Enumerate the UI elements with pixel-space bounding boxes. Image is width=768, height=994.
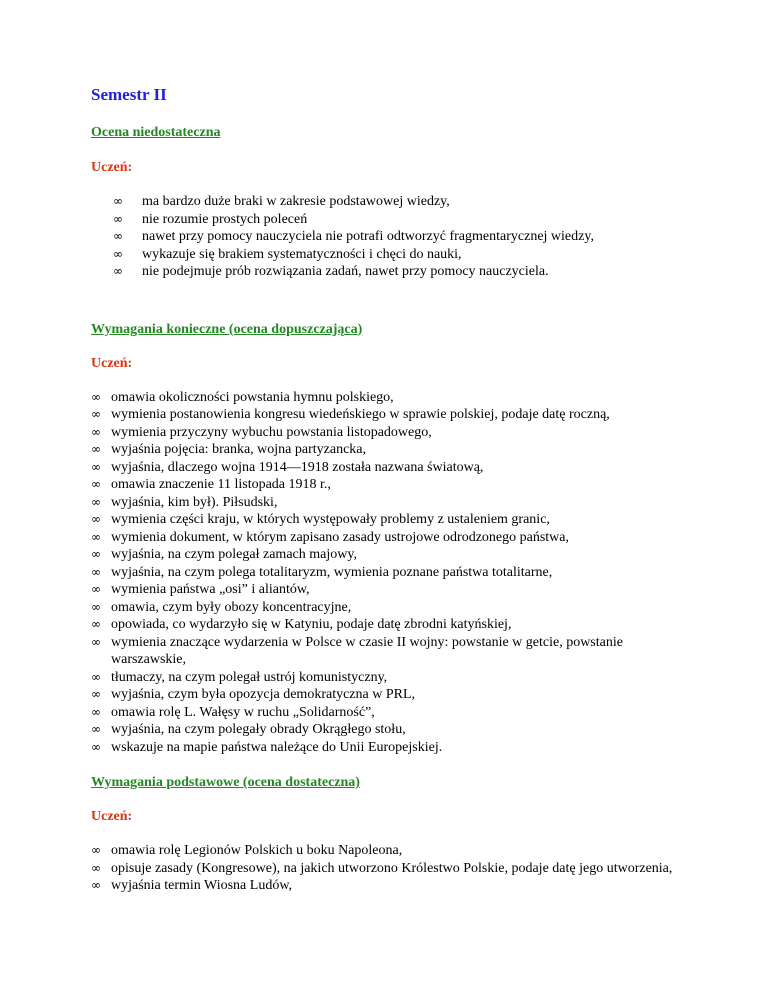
- list-item: [91, 704, 691, 722]
- list-item: [91, 877, 691, 895]
- list-item-text: omawia okoliczności powstania hymnu polskiego,: [111, 389, 394, 405]
- list-item: [91, 211, 691, 229]
- infinity-bullet-icon: ∞: [91, 494, 101, 509]
- document-page: [91, 84, 691, 895]
- section-wymagania-konieczne: [91, 321, 691, 757]
- list-item: [91, 860, 691, 878]
- list-item: [91, 616, 691, 634]
- list-item: [91, 246, 691, 264]
- page-title: Semestr II: [91, 85, 167, 104]
- infinity-bullet-icon: ∞: [91, 389, 101, 404]
- requirements-list: [91, 389, 691, 757]
- requirements-list: [91, 193, 691, 281]
- section-heading: Ocena niedostateczna: [91, 125, 221, 140]
- section-wymagania-podstawowe: [91, 774, 691, 895]
- infinity-bullet-icon: ∞: [91, 547, 101, 561]
- list-item: [91, 263, 691, 281]
- infinity-bullet-icon: ∞: [91, 424, 101, 439]
- list-item: [91, 511, 691, 529]
- section-heading: Wymagania konieczne (ocena dopuszczająca): [91, 321, 363, 337]
- list-item: [91, 424, 691, 442]
- infinity-bullet-icon: ∞: [91, 617, 101, 631]
- list-item-text: wymienia części kraju, w których występowały problemy z ustaleniem granic,: [111, 512, 550, 527]
- list-item: [91, 564, 691, 582]
- list-item: [91, 721, 691, 739]
- infinity-bullet-icon: ∞: [91, 860, 101, 875]
- list-item-text: wyjaśnia, kim był). Piłsudski,: [111, 494, 278, 510]
- list-item-text: wyjaśnia, czym była opozycja demokratyczna w PRL,: [111, 687, 416, 702]
- section-subheading: Uczeń:: [91, 355, 133, 371]
- list-item-text: tłumaczy, na czym polegał ustrój komunistyczny,: [111, 669, 388, 685]
- list-item: [91, 669, 691, 687]
- infinity-bullet-icon: ∞: [91, 634, 101, 649]
- list-item-text: wyjaśnia, na czym polegał zamach majowy,: [111, 547, 357, 562]
- infinity-bullet-icon: ∞: [91, 459, 101, 474]
- infinity-bullet-icon: ∞: [91, 878, 101, 892]
- list-item-text: nawet przy pomocy nauczyciela nie potrafi odtworzyć fragmentarycznej wiedzy,: [142, 229, 594, 244]
- section-heading: Wymagania podstawowe (ocena dostateczna): [91, 775, 360, 790]
- list-item-text: wyjaśnia, dlaczego wojna 1914—1918 została nazwana światową,: [111, 459, 484, 475]
- list-item: [91, 686, 691, 704]
- list-item-text: nie podejmuje prób rozwiązania zadań, nawet przy pomocy nauczyciela.: [142, 264, 549, 279]
- list-item-text: omawia rolę Legionów Polskich u boku Napoleona,: [111, 843, 403, 858]
- list-item-text: wskazuje na mapie państwa należące do Unii Europejskiej.: [111, 739, 443, 755]
- list-item-text: wykazuje się brakiem systematyczności i chęci do nauki,: [142, 246, 462, 262]
- list-item-text: wymienia dokument, w którym zapisano zasady ustrojowe odrodzonego państwa,: [111, 529, 570, 545]
- infinity-bullet-icon: ∞: [91, 564, 101, 579]
- list-item: [91, 842, 691, 860]
- list-item-text: omawia rolę L. Wałęsy w ruchu „Solidarność”,: [111, 704, 375, 720]
- infinity-bullet-icon: ∞: [91, 477, 101, 491]
- infinity-bullet-icon: ∞: [91, 582, 101, 596]
- infinity-bullet-icon: ∞: [113, 194, 123, 208]
- list-item-text: ma bardzo duże braki w zakresie podstawowej wiedzy,: [142, 194, 450, 209]
- list-item: [91, 476, 691, 494]
- list-item: [91, 193, 691, 211]
- infinity-bullet-icon: ∞: [113, 264, 123, 278]
- list-item: [91, 441, 691, 459]
- infinity-bullet-icon: ∞: [91, 722, 101, 736]
- infinity-bullet-icon: ∞: [91, 512, 101, 526]
- list-item: [91, 529, 691, 547]
- infinity-bullet-icon: ∞: [91, 669, 101, 684]
- infinity-bullet-icon: ∞: [91, 529, 101, 544]
- list-item-text: wymienia postanowienia kongresu wiedeńskiego w sprawie polskiej, podaje datę roczną,: [111, 407, 610, 422]
- infinity-bullet-icon: ∞: [91, 704, 101, 719]
- infinity-bullet-icon: ∞: [113, 211, 123, 226]
- list-item: [91, 581, 691, 599]
- infinity-bullet-icon: ∞: [91, 843, 101, 857]
- infinity-bullet-icon: ∞: [91, 407, 101, 421]
- infinity-bullet-icon: ∞: [91, 739, 101, 754]
- list-item-text: wyjaśnia, na czym polegały obrady Okrągłego stołu,: [111, 722, 406, 737]
- list-item: [91, 459, 691, 477]
- infinity-bullet-icon: ∞: [113, 229, 123, 243]
- list-item: [91, 406, 691, 424]
- infinity-bullet-icon: ∞: [91, 599, 101, 614]
- infinity-bullet-icon: ∞: [91, 442, 101, 456]
- list-item: [91, 546, 691, 564]
- infinity-bullet-icon: ∞: [113, 246, 123, 261]
- requirements-list: [91, 842, 691, 895]
- section-ocena-niedostateczna: [91, 124, 691, 281]
- list-item-text: opowiada, co wydarzyło się w Katyniu, podaje datę zbrodni katyńskiej,: [111, 617, 512, 632]
- list-item-text: wyjaśnia pojęcia: branka, wojna partyzancka,: [111, 442, 367, 457]
- list-item-text: wymienia przyczyny wybuchu powstania listopadowego,: [111, 424, 432, 440]
- infinity-bullet-icon: ∞: [91, 687, 101, 701]
- list-item-text: nie rozumie prostych poleceń: [142, 211, 308, 227]
- list-item-text: omawia znaczenie 11 listopada 1918 r.,: [111, 477, 331, 492]
- section-subheading: Uczeń:: [91, 160, 133, 175]
- list-item-text: opisuje zasady (Kongresowe), na jakich utworzono Królestwo Polskie, podaje datę jego utworzenia,: [111, 860, 673, 876]
- list-item-text: wyjaśnia termin Wiosna Ludów,: [111, 878, 293, 893]
- list-item: [91, 634, 691, 669]
- list-item: [91, 494, 691, 512]
- list-item: [91, 599, 691, 617]
- list-item: [91, 228, 691, 246]
- list-item-text: wymienia państwa „osi” i aliantów,: [111, 582, 310, 597]
- list-item-text: omawia, czym były obozy koncentracyjne,: [111, 599, 352, 615]
- list-item-text: wyjaśnia, na czym polega totalitaryzm, wymienia poznane państwa totalitarne,: [111, 564, 553, 580]
- section-subheading: Uczeń:: [91, 809, 133, 824]
- list-item: [91, 739, 691, 757]
- list-item-text: wymienia znaczące wydarzenia w Polsce w czasie II wojny: powstanie w getcie, powstanie warszawskie,: [111, 634, 623, 667]
- list-item: [91, 389, 691, 407]
